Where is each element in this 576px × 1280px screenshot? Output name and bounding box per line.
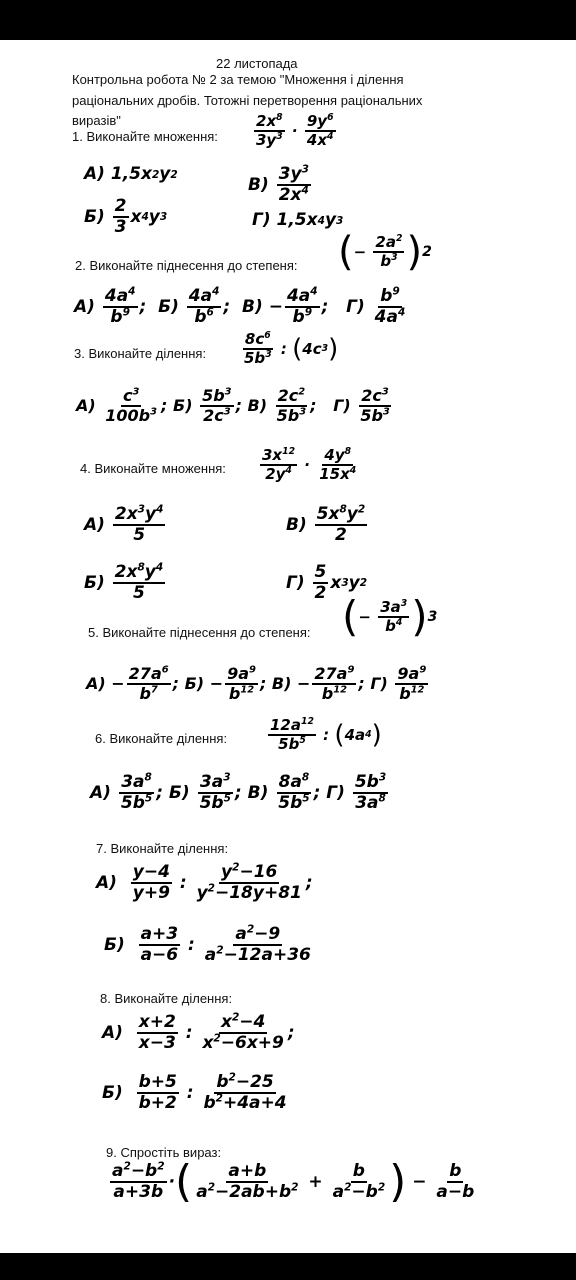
task-1-expression: $2x^8$ $3y^3$ · $9y^6$ $4x^4$ <box>256 112 334 149</box>
task-1-option-b: Б) 2 3 x 4 y 3 <box>84 196 168 237</box>
task-3-options: A) $c^3$ $100b^3$ ; Б) $5b^3$ $2c^3$ ; B) $2c^2$ $5b^3$ ; Г) $2c^3$ $5b^3$ <box>76 386 390 425</box>
task-4-expression: $3x^{12}$ $2y^4$ · $4y^8$ $15x^4$ <box>262 446 357 483</box>
task-3-label: 3. Виконайте ділення: <box>74 346 207 361</box>
task-4-label: 4. Виконайте множення: <box>80 461 226 476</box>
task-9-label: 9. Спростіть вираз: <box>106 1145 222 1160</box>
task-1-option-v: B) $3y^3$ $2x^4$ <box>248 163 309 205</box>
task-7-label: 7. Виконайте ділення: <box>96 841 229 856</box>
task-6-expression: $12a^{12}$ $5b^5$ : ( 4a 4 ) <box>270 716 382 753</box>
title-line-3: виразів" <box>72 113 121 128</box>
task-5-label: 5. Виконайте піднесення до степеня: <box>88 625 311 640</box>
task-1-option-a: A) 1,5x 2 y 2 <box>84 164 178 184</box>
task-2-label: 2. Виконайте піднесення до степеня: <box>75 258 298 273</box>
task-3-expression: $8c^6$ $5b^3$ : ( 4c 3 ) <box>244 330 339 367</box>
task-8-option-a: A) x+2 x−3 : $x^2-4$ $x^2-6x+9$ ; <box>102 1011 295 1053</box>
task-4-option-b: Б) $2x^8y^4$ 5 <box>84 561 164 603</box>
task-6-options: A) $3a^8$ $5b^5$ ; Б) $3a^3$ $5b^5$ ; B) $8a^8$ $5b^5$ ; Г) $5b^3$ $3a^8$ <box>90 771 387 813</box>
task-8-label: 8. Виконайте ділення: <box>100 991 233 1006</box>
task-7-option-a: A) y−4 y+9 : $y^2-16$ $y^2-18y+81$ ; <box>96 861 313 903</box>
task-5-expression: ( − $3a^3$ $b^4$ ) 3 <box>342 592 438 641</box>
task-1-option-g: Г) 1,5x 4 y 3 <box>252 210 344 230</box>
task-7-option-b: Б) a+3 a−6 : $a^2-9$ $a^2-12a+36$ <box>104 923 311 965</box>
task-5-options: A) − $27a^6$ $b^7$ ; Б) − $9a^9$ $b^{12}$ ; B) − $27a^9$ $b^{12}$ ; Г) $9a^9$ $b^{12}$ <box>86 664 427 703</box>
title-line-2: раціональних дробів. Тотожні перетворення раціональних <box>72 93 423 108</box>
worksheet-page <box>0 40 576 1253</box>
task-6-label: 6. Виконайте ділення: <box>95 731 228 746</box>
task-4-option-v: B) $5x^8y^2$ 2 <box>286 503 366 545</box>
task-1-label: 1. Виконайте множення: <box>72 129 218 144</box>
task-8-option-b: Б) b+5 b+2 : $b^2-25$ $b^2+4a+4$ <box>102 1071 287 1113</box>
task-2-expression: ( − $2a^2$ $b^3$ ) 2 <box>338 229 432 275</box>
date-line: 22 листопада <box>216 56 298 71</box>
task-2-options: A) $4a^4$ $b^9$ ; Б) $4a^4$ $b^6$ ; B) − $4a^4$ $b^9$ ; Г) $b^9$ $4a^4$ <box>74 285 406 327</box>
task-4-option-a: A) $2x^3y^4$ 5 <box>84 503 164 545</box>
title-line-1: Контрольна робота № 2 за темою "Множення і ділення <box>72 72 404 87</box>
task-9-expression: $a^2-b^2$ a+3b · ( a+b $a^2-2ab+b^2$ + b $a^2-b^2$ ) − b a−b <box>112 1156 475 1207</box>
task-4-option-g: Г) 5 2 x 3 y 2 <box>286 562 368 603</box>
